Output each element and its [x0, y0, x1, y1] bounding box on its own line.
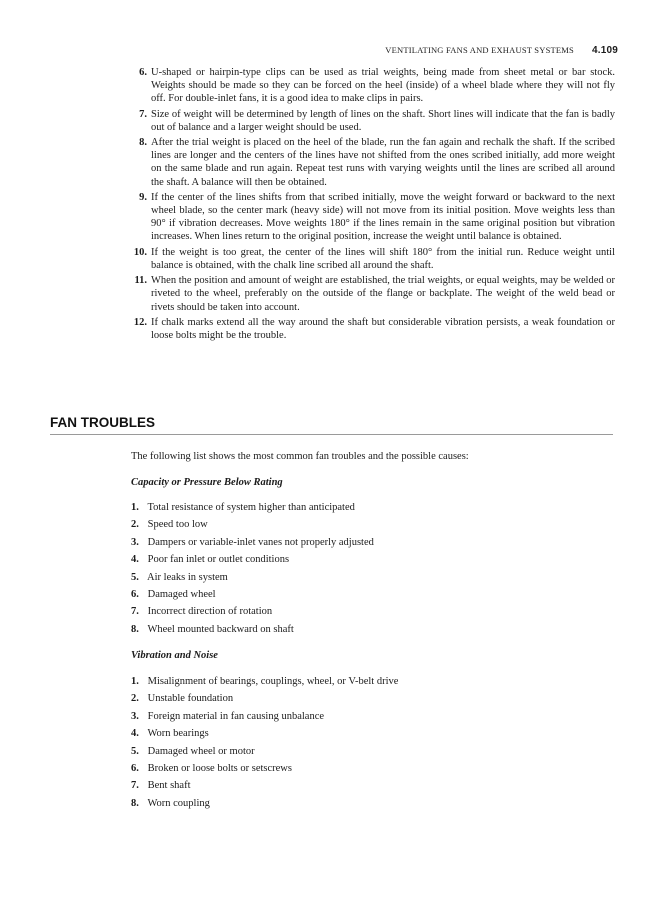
item-text: When the position and amount of weight are established, the trial weights, or equal weights, may be welded or riveted to the wheel, preferably on the outside of the flange or backplate. The weight of the weld bead or rivets should be taken into account.	[151, 275, 615, 313]
item-text: Misalignment of bearings, couplings, wheel, or V-belt drive	[147, 676, 399, 687]
item-text: Damaged wheel	[147, 589, 216, 601]
item-number: 10.	[133, 246, 147, 258]
item-number: 5.	[131, 571, 139, 583]
capacity-subheading: Capacity or Pressure Below Rating	[131, 477, 283, 488]
list-item	[131, 760, 551, 777]
item-number: 8.	[139, 137, 147, 149]
list-item	[131, 534, 551, 551]
list-item	[131, 725, 551, 742]
item-number: 7.	[139, 108, 147, 120]
list-item	[131, 673, 551, 690]
item-number: 3.	[131, 536, 139, 548]
item-text: Dampers or variable-inlet vanes not properly adjusted	[147, 536, 374, 548]
item-number: 4.	[131, 554, 139, 566]
item-number: 1.	[131, 676, 139, 687]
item-number: 2.	[131, 519, 139, 531]
item-text: Broken or loose bolts or setscrews	[147, 763, 292, 775]
list-item	[131, 603, 551, 620]
list-item	[131, 621, 551, 638]
item-number: 6.	[131, 763, 139, 775]
item-text: U-shaped or hairpin-type clips can be used as trial weights, being made from sheet metal or bar stock. Weights should be made so they can be forced on the heel (inside) of a wheel blade where they will not fly off. For double-inlet fans, it is a good idea to make clips in pairs.	[151, 67, 615, 105]
vibration-subheading: Vibration and Noise	[131, 650, 218, 661]
section-title: FAN TROUBLES	[50, 415, 156, 430]
item-number: 11.	[134, 275, 147, 287]
list-item	[131, 777, 551, 794]
list-item	[131, 316, 615, 342]
capacity-causes-list	[131, 499, 551, 638]
item-text: Worn bearings	[147, 728, 209, 740]
list-item	[131, 108, 615, 134]
item-text: Speed too low	[147, 519, 208, 531]
item-text: Total resistance of system higher than anticipated	[147, 502, 355, 513]
list-item	[131, 586, 551, 603]
item-text: Air leaks in system	[147, 571, 228, 583]
item-text: After the trial weight is placed on the heel of the blade, run the fan again and rechalk the shaft. If the scribed lines are longer and the centers of the lines have not shifted from the ones scribed initially, add more weight on the same blade and run again. Repeat test runs with varying weights until the lines are scribed all around the shaft. A balance will then be obtained.	[151, 137, 615, 188]
balancing-steps-list	[131, 66, 615, 345]
list-item	[131, 246, 615, 272]
item-number: 3.	[131, 710, 139, 722]
list-item	[131, 708, 551, 725]
item-number: 1.	[131, 502, 139, 513]
item-text: Incorrect direction of rotation	[147, 606, 273, 618]
running-title: VENTILATING FANS AND EXHAUST SYSTEMS	[385, 45, 574, 55]
item-number: 7.	[131, 606, 139, 618]
item-number: 12.	[133, 317, 147, 329]
item-text: If chalk marks extend all the way around the shaft but considerable vibration persists, a weak foundation or loose bolts might be the trouble.	[151, 317, 615, 342]
item-text: Unstable foundation	[147, 693, 234, 705]
item-number: 8.	[131, 623, 139, 635]
item-number: 9.	[139, 192, 147, 204]
item-text: Wheel mounted backward on shaft	[147, 623, 294, 635]
list-item	[131, 551, 551, 568]
item-number: 6.	[131, 589, 139, 601]
list-item	[131, 66, 615, 105]
list-item	[131, 569, 551, 586]
item-number: 8.	[131, 797, 139, 809]
item-number: 6.	[139, 67, 147, 78]
list-item	[131, 795, 551, 812]
list-item	[131, 516, 551, 533]
item-text: Foreign material in fan causing unbalance	[147, 710, 325, 722]
list-item	[131, 136, 615, 188]
vibration-causes-list	[131, 673, 551, 812]
item-number: 7.	[131, 780, 139, 792]
list-item	[131, 743, 551, 760]
running-head	[0, 45, 618, 56]
item-text: Size of weight will be determined by length of lines on the shaft. Short lines will indicate that the fan is badly out of balance and a larger weight should be used.	[151, 108, 615, 133]
item-number: 4.	[131, 728, 139, 740]
section-intro: The following list shows the most common fan troubles and the possible causes:	[131, 451, 469, 462]
list-item	[131, 274, 615, 313]
item-text: If the weight is too great, the center of the lines will shift 180° from the initial run. Reduce weight until balance is obtained, with the chalk line scribed all around the shaft.	[151, 246, 615, 271]
list-item	[131, 191, 615, 243]
item-text: Poor fan inlet or outlet conditions	[147, 554, 290, 566]
section-divider	[50, 434, 613, 435]
page-number: 4.109	[591, 45, 618, 56]
item-text: Bent shaft	[147, 780, 191, 792]
list-item	[131, 499, 551, 516]
item-text: Worn coupling	[147, 797, 210, 809]
item-text: If the center of the lines shifts from that scribed initially, move the weight forward or backward to the next wheel blade, so the center mark (heavy side) will not move from its initial position. Move weights less than 90° if vibration decreases. Move weights 180° if the lines remain in the same original position but vibration increases. When lines return to the original position, increase the weight until balance is obtained.	[151, 192, 615, 243]
item-text: Damaged wheel or motor	[147, 745, 255, 757]
item-number: 5.	[131, 745, 139, 757]
list-item	[131, 690, 551, 707]
item-number: 2.	[131, 693, 139, 705]
